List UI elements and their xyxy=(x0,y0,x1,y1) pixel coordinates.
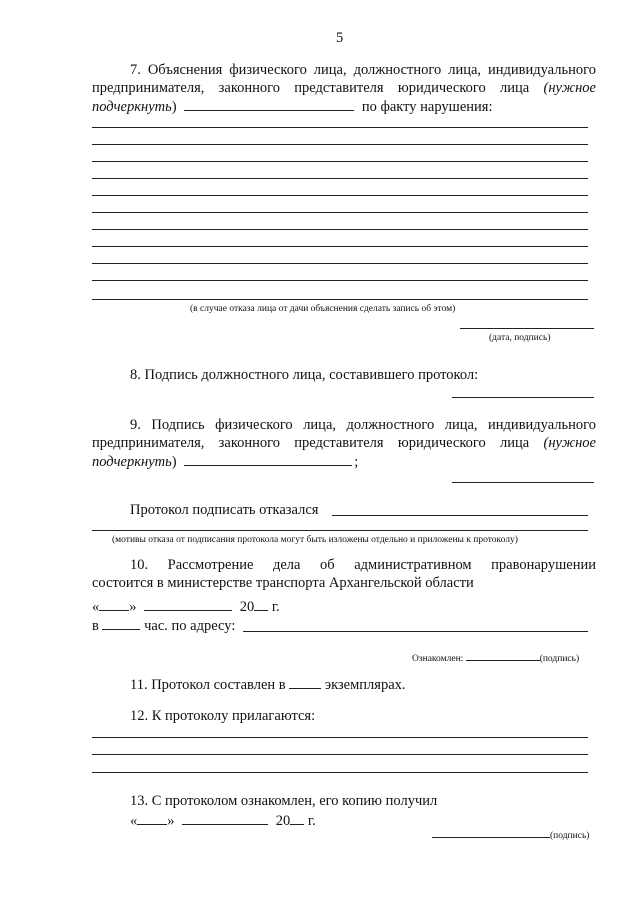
section-12-text: 12. К протоколу прилагаются: xyxy=(130,708,316,724)
section-9-line-1 xyxy=(130,417,596,434)
page-number: 5 xyxy=(336,30,344,46)
refusal-label: Протокол подписать отказался xyxy=(130,502,319,518)
quote-close: » xyxy=(167,813,175,829)
paren-close: ) xyxy=(171,99,177,115)
word: юридического xyxy=(397,435,486,451)
word: 7. xyxy=(130,62,141,78)
word: предпринимателя, xyxy=(92,80,205,96)
word: Рассмотрение xyxy=(167,557,254,573)
month-blank[interactable] xyxy=(144,598,232,611)
word: законного xyxy=(218,80,280,96)
italic-note: подчеркнуть xyxy=(92,99,172,115)
word: физического xyxy=(229,62,307,78)
refusal-line-1[interactable] xyxy=(332,515,588,516)
section-8-text: 8. Подпись должностного лица, составившего протокол: xyxy=(130,367,479,383)
word: индивидуального xyxy=(488,417,596,433)
word: представителя xyxy=(294,80,384,96)
word: физического xyxy=(215,417,293,433)
address-line[interactable] xyxy=(243,631,588,632)
year-prefix: 20 xyxy=(275,813,291,829)
official-signature-line[interactable] xyxy=(452,397,594,398)
word: лица xyxy=(500,435,530,451)
line-tail: по факту нарушения: xyxy=(361,99,493,115)
refusal-caption: (мотивы отказа от подписания протокола могут быть изложены отдельно и приложены к протоколу) xyxy=(112,535,518,545)
section-10-line-2: состоится в министерстве транспорта Архангельской области xyxy=(92,575,474,591)
refusal-note: (в случае отказа лица от дачи объяснения сделать запись об этом) xyxy=(190,304,456,314)
word: лица, xyxy=(448,62,482,78)
acquainted-sign-blank[interactable] xyxy=(466,651,540,661)
section-9-line-2 xyxy=(92,435,596,452)
name-blank[interactable] xyxy=(184,453,352,466)
word: 9. xyxy=(130,417,141,433)
day-blank[interactable] xyxy=(137,812,167,825)
explanation-line[interactable] xyxy=(92,127,588,128)
word: должностного xyxy=(353,62,442,78)
word: (нужное xyxy=(543,435,596,451)
word: административном xyxy=(354,557,472,573)
word: лица xyxy=(500,80,530,96)
word: предпринимателя, xyxy=(92,435,205,451)
section-13-text: 13. С протоколом ознакомлен, его копию получил xyxy=(130,793,438,809)
section-7-line-1 xyxy=(130,62,596,79)
time-prefix: в xyxy=(92,618,99,634)
receipt-date xyxy=(130,812,316,830)
attachment-line[interactable] xyxy=(92,772,588,773)
copies-prefix: 11. Протокол составлен в xyxy=(130,677,286,693)
receipt-sign-caption: (подпись) xyxy=(550,831,590,841)
receipt-sign-row xyxy=(432,828,589,841)
word: лица, xyxy=(444,417,478,433)
year-blank[interactable] xyxy=(290,812,304,825)
quote-close: » xyxy=(129,599,137,615)
explanation-line[interactable] xyxy=(92,246,588,247)
explanation-line[interactable] xyxy=(92,263,588,264)
year-suffix: г. xyxy=(271,599,280,615)
word: Объяснения xyxy=(147,62,223,78)
explanation-line[interactable] xyxy=(92,178,588,179)
copies-suffix: экземплярах. xyxy=(324,677,406,693)
date-sign-line[interactable] xyxy=(460,328,594,329)
word: (нужное xyxy=(543,80,596,96)
italic-note: подчеркнуть xyxy=(92,454,172,470)
acquainted-caption: (подпись) xyxy=(539,654,580,664)
word: должностного xyxy=(346,417,435,433)
time-suffix: час. по адресу: xyxy=(144,618,236,634)
section-9-line-3 xyxy=(92,453,358,471)
copies-blank[interactable] xyxy=(289,676,321,689)
attachment-line[interactable] xyxy=(92,737,588,738)
word: Подпись xyxy=(151,417,205,433)
quote-open: « xyxy=(92,599,100,615)
hearing-time xyxy=(92,617,235,635)
word: лица, xyxy=(313,62,347,78)
section-11 xyxy=(130,676,406,694)
explanation-line[interactable] xyxy=(92,195,588,196)
hour-blank[interactable] xyxy=(102,617,140,630)
day-blank[interactable] xyxy=(99,598,129,611)
year-suffix: г. xyxy=(307,813,316,829)
hearing-date xyxy=(92,598,280,616)
quote-open: « xyxy=(130,813,138,829)
refusal-line-2[interactable] xyxy=(92,530,588,531)
attachment-line[interactable] xyxy=(92,754,588,755)
year-blank[interactable] xyxy=(254,598,268,611)
acquainted-row xyxy=(412,651,579,664)
name-blank[interactable] xyxy=(184,98,354,111)
month-blank[interactable] xyxy=(182,812,268,825)
word: об xyxy=(320,557,335,573)
section-7-line-3 xyxy=(92,98,493,116)
explanation-line[interactable] xyxy=(92,229,588,230)
explanation-line[interactable] xyxy=(92,280,588,281)
person-signature-line[interactable] xyxy=(452,482,594,483)
word: дела xyxy=(272,557,301,573)
receipt-sign-blank[interactable] xyxy=(432,828,550,838)
word: законного xyxy=(218,435,280,451)
line-tail: ; xyxy=(354,454,359,470)
word: 10. xyxy=(130,557,149,573)
paren-close: ) xyxy=(171,454,177,470)
explanation-line[interactable] xyxy=(92,299,588,300)
year-prefix: 20 xyxy=(239,599,255,615)
word: представителя xyxy=(294,435,384,451)
word: индивидуального xyxy=(487,62,596,78)
date-sign-caption: (дата, подпись) xyxy=(489,333,551,343)
acquainted-label: Ознакомлен: xyxy=(412,654,464,664)
word: правонарушении xyxy=(491,557,596,573)
section-7-line-2 xyxy=(92,80,596,97)
word: лица, xyxy=(303,417,337,433)
explanation-line[interactable] xyxy=(92,161,588,162)
section-10-line-1 xyxy=(130,557,596,574)
word: юридического xyxy=(397,80,486,96)
explanation-line[interactable] xyxy=(92,212,588,213)
explanation-line[interactable] xyxy=(92,144,588,145)
